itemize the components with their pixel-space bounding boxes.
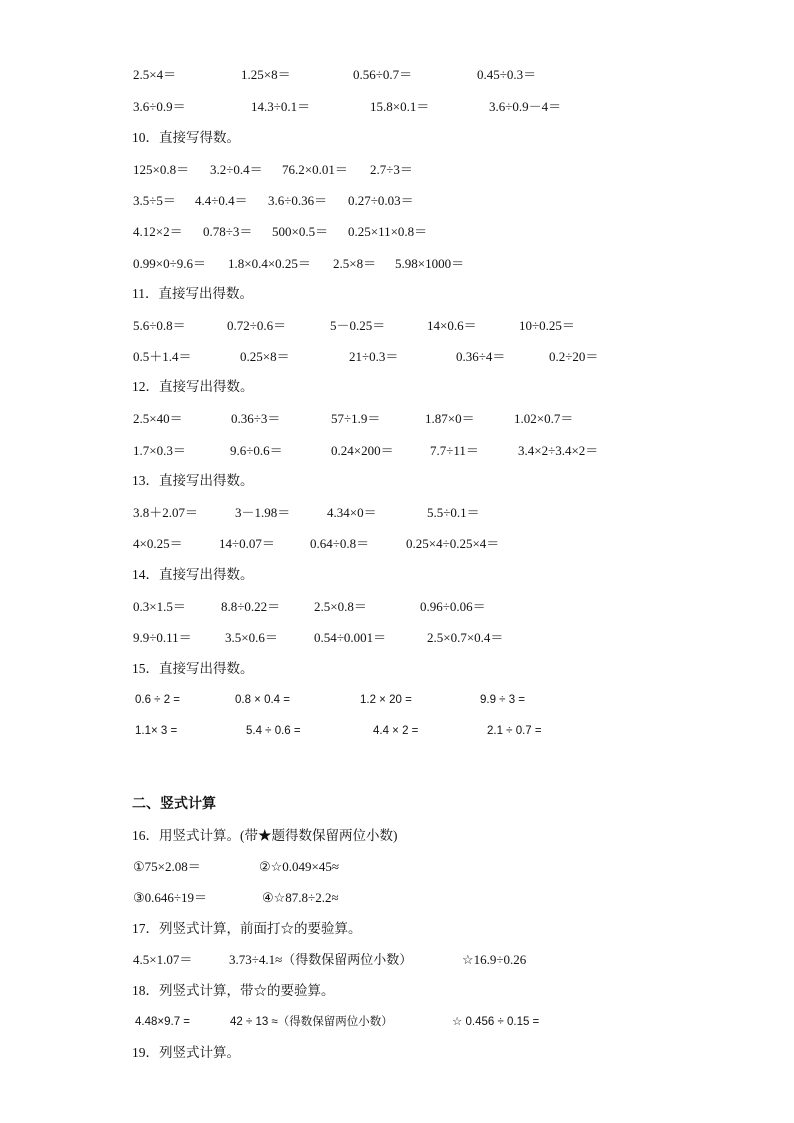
problem: 0.45÷0.3＝: [477, 67, 537, 82]
problem: 1.25×8＝: [241, 67, 291, 82]
problem: 4.34×0＝: [327, 505, 377, 520]
question-17-title: 17．列竖式计算，前面打☆的要验算。: [132, 921, 362, 936]
question-13-title: 13．直接写出得数。: [132, 473, 254, 488]
problem: 9.9 ÷ 3 =: [480, 694, 525, 706]
problem: 0.3×1.5＝: [133, 599, 186, 614]
problem: 2.7÷3＝: [370, 162, 413, 177]
problem: 0.64÷0.8＝: [310, 536, 370, 551]
problem: 0.5＋1.4＝: [133, 349, 192, 364]
problem: 500×0.5＝: [272, 224, 329, 239]
problem: 5.98×1000＝: [395, 256, 465, 271]
question-11-title: 11．直接写出得数。: [132, 286, 253, 301]
problem: 5.6÷0.8＝: [133, 318, 186, 333]
problem: 3.73÷4.1≈（得数保留两位小数）: [229, 952, 413, 967]
problem: 0.56÷0.7＝: [353, 67, 413, 82]
problem: 0.8 × 0.4 =: [235, 694, 290, 706]
problem: 3.6÷0.9－4＝: [489, 99, 562, 114]
problem: 4.4 × 2 =: [373, 725, 419, 737]
problem: 125×0.8＝: [133, 162, 190, 177]
problem: 1.02×0.7＝: [514, 411, 574, 426]
problem: 3.6÷0.9＝: [133, 99, 186, 114]
problem: ②☆0.049×45≈: [259, 859, 340, 874]
problem: 2.5×0.8＝: [314, 599, 367, 614]
problem: 0.78÷3＝: [203, 224, 253, 239]
problem: 9.9÷0.11＝: [133, 630, 192, 645]
problem: 2.5×40＝: [133, 411, 183, 426]
problem: 7.7÷11＝: [430, 443, 479, 458]
problem: 1.1× 3 =: [135, 725, 178, 737]
problem: 15.8×0.1＝: [370, 99, 430, 114]
problem: 2.1 ÷ 0.7 =: [487, 725, 542, 737]
problem: 1.7×0.3＝: [133, 443, 186, 458]
problem: 4.48×9.7 =: [135, 1016, 190, 1028]
question-19-title: 19．列竖式计算。: [132, 1045, 240, 1060]
problem: 4.12×2＝: [133, 224, 183, 239]
problem: 5.4 ÷ 0.6 =: [246, 725, 301, 737]
problem: 0.6 ÷ 2 =: [135, 694, 180, 706]
problem: ☆ 0.456 ÷ 0.15 =: [452, 1016, 540, 1028]
problem: 0.36÷4＝: [456, 349, 506, 364]
question-10-title: 10．直接写得数。: [132, 130, 240, 145]
problem: 0.99×0÷9.6＝: [133, 256, 206, 271]
problem: 1.2 × 20 =: [360, 694, 412, 706]
problem: 14÷0.07＝: [219, 536, 275, 551]
problem: 0.54÷0.001＝: [314, 630, 387, 645]
problem: 3.8＋2.07＝: [133, 505, 199, 520]
problem: 2.5×4＝: [133, 67, 177, 82]
problem: 0.25×4÷0.25×4＝: [406, 536, 500, 551]
problem: 0.24×200＝: [331, 443, 394, 458]
problem: 1.8×0.4×0.25＝: [228, 256, 311, 271]
problem: 14×0.6＝: [427, 318, 477, 333]
problem: ③0.646÷19＝: [133, 890, 208, 905]
problem: 8.8÷0.22＝: [221, 599, 281, 614]
problem: 3.5×0.6＝: [225, 630, 278, 645]
question-16-title: 16．用竖式计算。(带★题得数保留两位小数): [132, 828, 398, 843]
problem: 3.2÷0.4＝: [210, 162, 263, 177]
question-15-title: 15．直接写出得数。: [132, 661, 254, 676]
problem: 42 ÷ 13 ≈（得数保留两位小数）: [230, 1016, 393, 1028]
problem: 0.27÷0.03＝: [348, 193, 414, 208]
problem: 5.5÷0.1＝: [427, 505, 480, 520]
problem: 9.6÷0.6＝: [230, 443, 283, 458]
problem: 0.96÷0.06＝: [420, 599, 486, 614]
problem: ☆16.9÷0.26: [462, 952, 527, 967]
problem: 3.6÷0.36＝: [268, 193, 328, 208]
problem: 57÷1.9＝: [331, 411, 381, 426]
problem: 0.25×11×0.8＝: [348, 224, 428, 239]
problem: ①75×2.08＝: [133, 859, 201, 874]
problem: 4.5×1.07＝: [133, 952, 193, 967]
problem: 0.72÷0.6＝: [227, 318, 287, 333]
question-14-title: 14．直接写出得数。: [132, 567, 254, 582]
problem: 4.4÷0.4＝: [195, 193, 248, 208]
question-18-title: 18．列竖式计算，带☆的要验算。: [132, 983, 335, 998]
problem: 4×0.25＝: [133, 536, 183, 551]
problem: 3－1.98＝: [235, 505, 291, 520]
problem: 21÷0.3＝: [349, 349, 399, 364]
problem: 3.4×2÷3.4×2＝: [518, 443, 599, 458]
problem: 2.5×0.7×0.4＝: [427, 630, 504, 645]
problem: 5－0.25＝: [330, 318, 386, 333]
problem: 2.5×8＝: [333, 256, 377, 271]
problem: 0.2÷20＝: [549, 349, 599, 364]
problem: 0.25×8＝: [240, 349, 290, 364]
problem: 3.5÷5＝: [133, 193, 176, 208]
problem: 10÷0.25＝: [519, 318, 575, 333]
section-heading: 二、竖式计算: [132, 796, 216, 812]
problem: 1.87×0＝: [425, 411, 475, 426]
problem: ④☆87.8÷2.2≈: [262, 890, 339, 905]
problem: 14.3÷0.1＝: [251, 99, 311, 114]
problem: 0.36÷3＝: [231, 411, 281, 426]
problem: 76.2×0.01＝: [282, 162, 348, 177]
question-12-title: 12．直接写出得数。: [132, 379, 254, 394]
